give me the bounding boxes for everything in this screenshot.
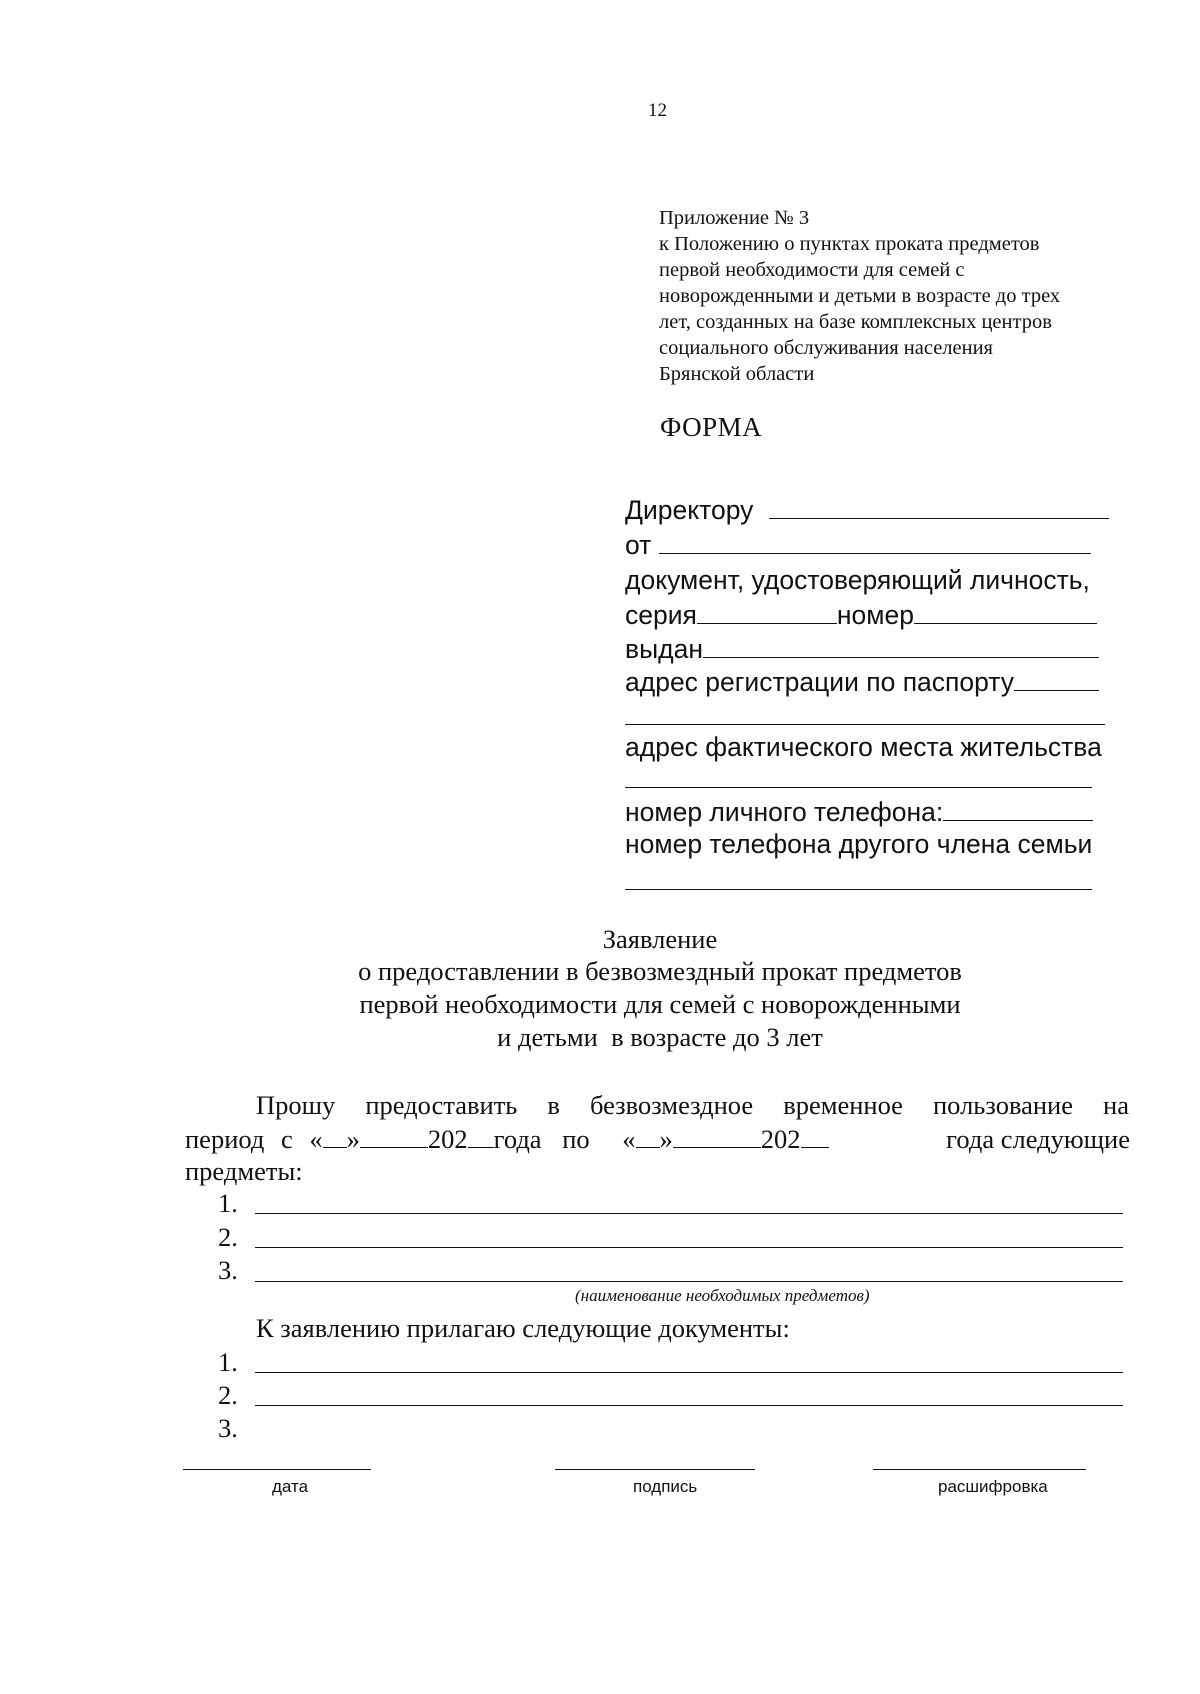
series-field[interactable] bbox=[697, 622, 837, 624]
from-year-field[interactable] bbox=[468, 1146, 494, 1148]
period-label: период bbox=[185, 1124, 265, 1154]
id-document-label: документ, удостоверяющий личность, bbox=[625, 565, 1090, 595]
signature-field[interactable] bbox=[555, 1469, 755, 1470]
request-word: Прошу bbox=[256, 1090, 336, 1120]
director-label: Директору bbox=[625, 495, 754, 525]
request-word: безвозмездное bbox=[589, 1090, 754, 1120]
series-label: серия bbox=[625, 600, 697, 630]
from-row bbox=[625, 530, 1091, 561]
title-line1: Заявление bbox=[602, 924, 718, 954]
doc-number: 3. bbox=[218, 1413, 238, 1443]
request-line2 bbox=[185, 1124, 1130, 1155]
reg-address-row bbox=[625, 667, 1099, 698]
transcript-field[interactable] bbox=[873, 1469, 1086, 1470]
date-field[interactable] bbox=[183, 1469, 371, 1470]
issued-field[interactable] bbox=[703, 656, 1099, 658]
director-field[interactable] bbox=[769, 517, 1109, 519]
actual-address-label: адрес фактического места жительства bbox=[625, 732, 1102, 762]
doc-field[interactable] bbox=[255, 1372, 1123, 1373]
item-number: 3. bbox=[218, 1255, 238, 1285]
request-word: на bbox=[1103, 1090, 1129, 1120]
to-day-field[interactable] bbox=[636, 1146, 660, 1148]
doc-field[interactable] bbox=[255, 1405, 1123, 1406]
signature-label: подпись bbox=[633, 1477, 698, 1496]
form-label: ФОРМА bbox=[660, 412, 763, 442]
appendix-line: к Положению о пунктах проката предметов bbox=[659, 233, 1040, 255]
from-field[interactable] bbox=[659, 552, 1091, 554]
transcript-label: расшифровка bbox=[938, 1477, 1048, 1496]
item-number: 1. bbox=[218, 1188, 238, 1218]
request-word: предоставить bbox=[365, 1090, 518, 1120]
documents-intro: К заявлению прилагаю следующие документы: bbox=[256, 1313, 790, 1343]
page-number: 12 bbox=[648, 100, 667, 121]
request-word: временное bbox=[783, 1090, 903, 1120]
quote-open: « bbox=[622, 1124, 636, 1154]
title-line3: первой необходимости для семей с новорожденными bbox=[359, 989, 961, 1019]
issued-label: выдан bbox=[625, 634, 703, 664]
doc-number: 1. bbox=[218, 1347, 238, 1377]
from-day-field[interactable] bbox=[323, 1146, 347, 1148]
request-word: в bbox=[547, 1090, 560, 1120]
appendix-line: социального обслуживания населения bbox=[659, 337, 993, 359]
item-field[interactable] bbox=[255, 1281, 1123, 1282]
family-phone-label: номер телефона другого члена семьи bbox=[625, 829, 1093, 859]
reg-address-field[interactable] bbox=[1014, 689, 1099, 691]
appendix-line: Приложение № 3 bbox=[659, 207, 810, 229]
title-line4: и детьми в возрасте до 3 лет bbox=[497, 1022, 823, 1052]
request-line1 bbox=[256, 1090, 1129, 1121]
family-phone-field[interactable] bbox=[625, 889, 1092, 890]
doc-number: 2. bbox=[218, 1380, 238, 1410]
quote-close: » bbox=[346, 1124, 360, 1154]
to-label: по bbox=[562, 1124, 590, 1154]
request-word: пользование bbox=[932, 1090, 1073, 1120]
appendix-header bbox=[659, 205, 1129, 387]
item-field[interactable] bbox=[255, 1247, 1123, 1248]
year-word: года bbox=[493, 1124, 542, 1154]
number-label: номер bbox=[836, 600, 914, 630]
to-month-field[interactable] bbox=[673, 1146, 761, 1148]
from-label: от bbox=[625, 530, 652, 560]
year-prefix: 202 bbox=[427, 1124, 468, 1154]
to-year-field[interactable] bbox=[801, 1146, 829, 1148]
appendix-line: первой необходимости для семей с bbox=[659, 259, 965, 281]
from-month-field[interactable] bbox=[360, 1146, 428, 1148]
appendix-line: новорожденными и детьми в возрасте до трех bbox=[659, 285, 1061, 307]
following-label: года следующие bbox=[946, 1124, 1130, 1154]
series-number-row bbox=[625, 600, 1097, 631]
director-row bbox=[625, 495, 1109, 526]
items-label: предметы: bbox=[185, 1156, 303, 1186]
item-number: 2. bbox=[218, 1222, 238, 1252]
issued-row bbox=[625, 634, 1099, 665]
quote-close: » bbox=[659, 1124, 673, 1154]
appendix-line: Брянской области bbox=[659, 363, 815, 385]
appendix-line: лет, созданных на базе комплексных центров bbox=[659, 311, 1052, 333]
title-line2: о предоставлении в безвозмездный прокат предметов bbox=[358, 956, 962, 986]
date-label: дата bbox=[272, 1477, 309, 1496]
item-field[interactable] bbox=[255, 1213, 1123, 1214]
personal-phone-label: номер личного телефона: bbox=[625, 797, 944, 827]
personal-phone-field[interactable] bbox=[943, 819, 1093, 821]
actual-address-field[interactable] bbox=[625, 787, 1092, 788]
items-note: (наименование необходимых предметов) bbox=[575, 1286, 870, 1305]
year-prefix: 202 bbox=[760, 1124, 801, 1154]
personal-phone-row bbox=[625, 797, 1093, 828]
from-label: с bbox=[280, 1124, 293, 1154]
number-field[interactable] bbox=[914, 622, 1097, 624]
reg-address-label: адрес регистрации по паспорту bbox=[625, 667, 1014, 697]
quote-open: « bbox=[309, 1124, 323, 1154]
reg-address-field-line2[interactable] bbox=[625, 724, 1105, 725]
